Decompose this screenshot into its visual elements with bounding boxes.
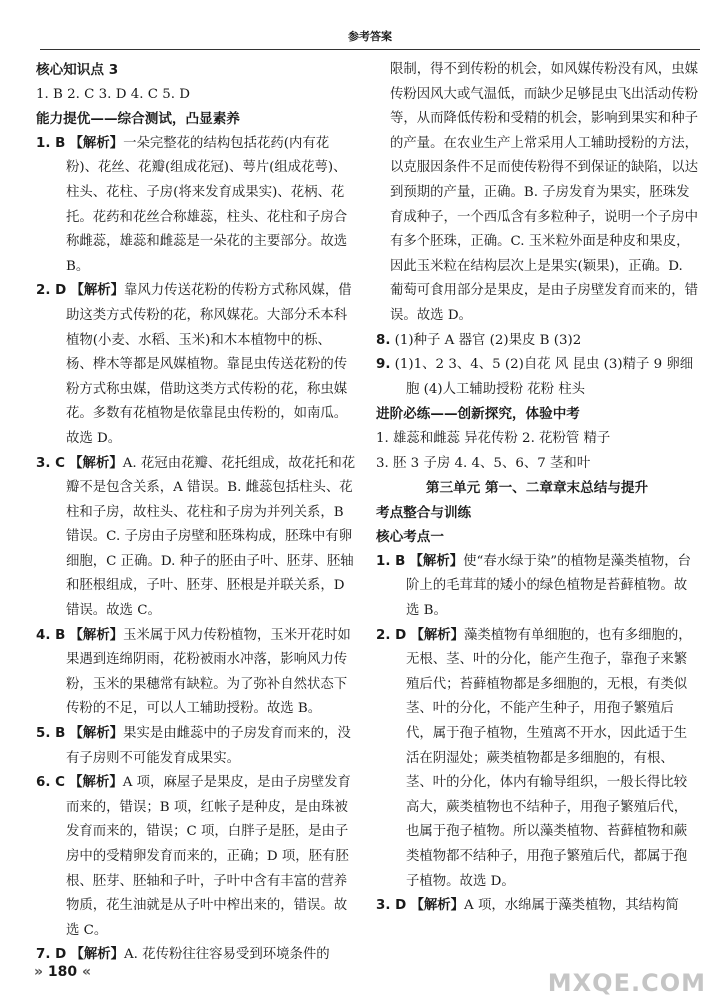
text-line (376, 452, 698, 477)
section-heading (36, 107, 356, 132)
header-title: 参考答案 (348, 30, 392, 43)
answer-number: 9. (376, 357, 391, 373)
answer-text: 能力提优——综合测试，凸显素养 (36, 111, 240, 128)
answer-number: 1. B (376, 553, 406, 569)
answer-item (36, 771, 356, 943)
page-footer (34, 964, 91, 980)
page-header (40, 28, 700, 50)
answer-text: 靠风力传送花粉的传粉方式称风媒，借助这类方式传粉的花，称风媒花。大部分禾本科植物(小麦、水稻、玉米)和木本植物中的栎、杨、桦木等都是风媒植物。靠昆虫传送花粉的传粉方式称虫媒，借助这类方式传粉的花，称虫媒花。多数有花植物是依靠昆虫传粉的，如南瓜。故选 D。 (66, 283, 352, 446)
answer-number: 3. C (36, 455, 65, 471)
analysis-tag: 【解析】 (410, 627, 465, 643)
answer-item (376, 329, 698, 354)
answer-item (36, 624, 356, 722)
section-heading (376, 501, 698, 526)
answer-text: 考点整合与训练 (376, 504, 472, 521)
chevron-left-icon: « (82, 964, 92, 980)
analysis-tag: 【解析】 (69, 135, 124, 151)
text-line (376, 58, 698, 329)
answer-item (376, 894, 698, 919)
answer-text: 一朵完整花的结构包括花药(内有花粉)、花丝、花瓣(组成花冠)、萼片(组成花萼)、柱头、花柱、子房(将来发育成果实)、花柄、花托。花药和花丝合称雄蕊，柱头、花柱和子房合称雌蕊，雄蕊和雌蕊是一朵花的主要部分。故选 B。 (66, 135, 348, 274)
answer-number: 5. B (36, 726, 66, 742)
answer-text: 果实是由雌蕊中的子房发育而来的，没有子房则不可能发育成果实。 (66, 726, 351, 766)
section-heading (376, 402, 698, 427)
answer-item (36, 452, 356, 624)
answer-item (376, 624, 698, 895)
analysis-tag: 【解析】 (409, 553, 464, 569)
analysis-tag: 【解析】 (70, 283, 125, 299)
answer-text: A. 花传粉往往容易受到环境条件的 (124, 947, 330, 963)
answer-item (376, 550, 698, 624)
answer-number: 3. D (376, 898, 407, 914)
answer-text: (1)种子 A 器官 (2)果皮 B (3)2 (394, 332, 582, 348)
answer-text: 玉米属于风力传粉植物，玉米开花时如果遇到连绵阴雨，花粉被雨水冲落，影响风力传粉，玉米的果穗常有缺粒。为了弥补自然状态下传粉的不足，可以人工辅助授粉。故选 B。 (66, 627, 351, 717)
answer-text: 限制，得不到传粉的机会，如风媒传粉没有风，虫媒传粉因风大或气温低，而缺少足够昆虫飞出活动传粉等，从而降低传粉和受精的机会，影响到果实和种子的产量。在农业生产上常采用人工辅助授粉的方法，以克服因条件不足而使传粉得不到保证的缺陷，以达到预期的产量，正确。B. 子房发育为果实，胚珠发育成种子，一个西瓜含有多粒种子，说明一个子房中有多个胚珠，正确。C. 玉米粒外面是种皮和果皮，因此玉米粒在结构层次上是果实(颖果)，正确。D. 葡萄可食用部分是果皮，是由子房壁发育而来的，错误。故选 D。 (390, 62, 698, 323)
answer-item (376, 353, 698, 402)
answer-number: 2. D (376, 627, 407, 643)
answer-number: 2. D (36, 283, 67, 299)
answer-text: 使“春水绿于染”的植物是藻类植物，台阶上的毛茸茸的矮小的绿色植物是苔藓植物。故选 B。 (406, 553, 692, 619)
answer-text: 核心考点一 (376, 529, 444, 546)
answer-text: 核心知识点 3 (36, 62, 119, 78)
answer-number: 4. B (36, 627, 66, 643)
analysis-tag: 【解析】 (69, 775, 123, 791)
analysis-tag: 【解析】 (69, 455, 123, 471)
analysis-tag: 【解析】 (410, 898, 465, 914)
answer-number: 8. (376, 332, 391, 348)
watermark (548, 969, 706, 997)
answer-text: 藻类植物有单细胞的，也有多细胞的，无根、茎、叶的分化，能产生孢子，靠孢子来繁殖后代；苔藓植物都是多细胞的，无根，有类似茎、叶的分化，不能产生种子，用孢子繁殖后代，属于孢子植物，生殖离不开水，因此适于生活在阴湿处；蕨类植物都是多细胞的，有根、茎、叶的分化，体内有输导组织，一般长得比较高大，蕨类植物也不结种子，用孢子繁殖后代，也属于孢子植物。所以藻类植物、苔藓植物和蕨类植物都不结种子，用孢子繁殖后代，都属于孢子植物。故选 D。 (406, 627, 692, 889)
answer-number: 7. D (36, 947, 67, 963)
right-column (376, 58, 698, 919)
analysis-tag: 【解析】 (69, 726, 124, 742)
answer-item (36, 279, 356, 451)
chevron-right-icon: » (34, 964, 44, 980)
answer-number: 1. B (36, 135, 66, 151)
answer-text: A. 花冠由花瓣、花托组成，故花托和花瓣不是包含关系，A 错误。B. 雌蕊包括柱头、花柱和子房，故柱头、花柱和子房为并列关系，B 错误。C. 子房由子房壁和胚珠构成，胚珠中有卵细胞，C 正确。D. 种子的胚由子叶、胚芽、胚轴和胚根组成，子叶、胚芽、胚根是并联关系，D 错误。故选 C。 (66, 455, 356, 619)
answer-text: 1. B 2. C 3. D 4. C 5. D (36, 86, 190, 102)
answer-text: A 项，水绵属于藻类植物，其结构简 (464, 898, 679, 914)
text-line (36, 83, 356, 108)
answer-item (36, 132, 356, 280)
answer-text: 1. 雄蕊和雌蕊 异花传粉 2. 花粉管 精子 (376, 430, 611, 446)
watermark-text: MXQE.COM (547, 969, 706, 997)
section-heading (36, 58, 356, 83)
answer-text: 3. 胚 3 子房 4. 4、5、6、7 茎和叶 (376, 455, 591, 471)
left-column (36, 58, 356, 968)
answer-text: 进阶必练——创新探究，体验中考 (376, 406, 580, 423)
answer-text: A 项，麻屋子是果皮，是由子房壁发育而来的，错误；B 项，红帐子是种皮，是由珠被发育而来的，错误；C 项，白胖子是胚，是由子房中的受精卵发育而来的，正确；D 项，胚有胚根、胚芽、胚轴和子叶，子叶中含有丰富的营养物质，花生油就是从子叶中榨出来的，错误。故选 C。 (66, 775, 351, 938)
analysis-tag: 【解析】 (70, 947, 125, 963)
page-number: 180 (47, 964, 78, 980)
section-heading (376, 525, 698, 550)
answer-text: 第三单元 第一、二章章末总结与提升 (425, 480, 649, 497)
answer-text: (1)1、2 3、4、5 (2)自花 风 昆虫 (3)精子 9 卵细胞 (4)人工辅助授粉 花粉 柱头 (394, 357, 694, 397)
section-heading (376, 476, 698, 501)
text-line (376, 427, 698, 452)
answer-item (36, 722, 356, 771)
analysis-tag: 【解析】 (69, 627, 124, 643)
answer-number: 6. C (36, 775, 65, 791)
